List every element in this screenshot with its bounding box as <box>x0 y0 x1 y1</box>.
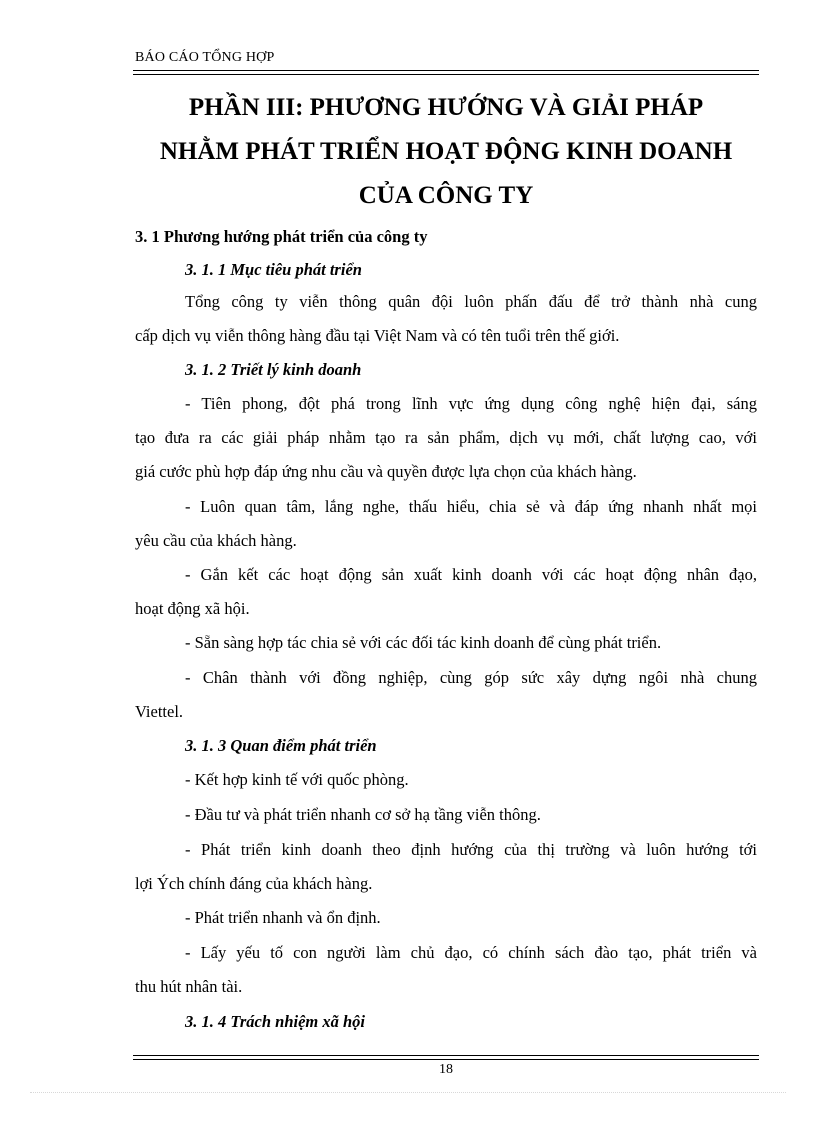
subsection-heading-3-1-4: 3. 1. 4 Trách nhiệm xã hội <box>185 1012 365 1031</box>
paragraph-line: - Luôn quan tâm, lắng nghe, thấu hiểu, chia sẻ và đáp ứng nhanh nhất mọi <box>185 497 757 516</box>
subsection-heading-3-1-1: 3. 1. 1 Mục tiêu phát triển <box>185 260 362 279</box>
paragraph-line: - Tiên phong, đột phá trong lĩnh vực ứng dụng công nghệ hiện đại, sáng <box>185 394 757 413</box>
paragraph-line: yêu cầu của khách hàng. <box>135 531 297 550</box>
paragraph-line: - Gắn kết các hoạt động sản xuất kinh doanh với các hoạt động nhân đạo, <box>185 565 757 584</box>
paragraph-line: hoạt động xã hội. <box>135 599 250 618</box>
section-heading-3-1: 3. 1 Phương hướng phát triển của công ty <box>135 227 428 246</box>
chapter-title-line-2: NHẰM PHÁT TRIỂN HOẠT ĐỘNG KINH DOANH <box>159 138 733 165</box>
paragraph-line: - Chân thành với đồng nghiệp, cùng góp sức xây dựng ngôi nhà chung <box>185 668 757 687</box>
paragraph-line: Viettel. <box>135 702 184 721</box>
subsection-heading-3-1-2: 3. 1. 2 Triết lý kinh doanh <box>185 360 362 379</box>
paragraph-line: thu hút nhân tài. <box>135 977 243 996</box>
paragraph-line: cấp dịch vụ viễn thông hàng đầu tại Việt Nam và có tên tuổi trên thế giới. <box>135 326 620 345</box>
paragraph-line: - Kết hợp kinh tế với quốc phòng. <box>185 770 409 789</box>
chapter-title-line-3: CỦA CÔNG TY <box>358 182 534 209</box>
paragraph-line: - Lấy yếu tố con người làm chủ đạo, có chính sách đào tạo, phát triển và <box>185 943 757 962</box>
paragraph-line: giá cước phù hợp đáp ứng nhu cầu và quyền được lựa chọn của khách hàng. <box>135 462 637 481</box>
paragraph-line: - Sẵn sàng hợp tác chia sẻ với các đối tác kinh doanh để cùng phát triển. <box>185 633 662 652</box>
subsection-heading-3-1-3: 3. 1. 3 Quan điểm phát triển <box>185 736 377 755</box>
chapter-title-line-1: PHẦN III: PHƯƠNG HƯỚNG VÀ GIẢI PHÁP <box>188 94 704 121</box>
header-rule <box>133 70 759 75</box>
paragraph-line: - Phát triển kinh doanh theo định hướng của thị trường và luôn hướng tới <box>185 840 757 859</box>
page-edge-divider <box>30 1092 786 1093</box>
paragraph-line: Tổng công ty viễn thông quân đội luôn phấn đấu để trở thành nhà cung <box>185 292 757 311</box>
running-header: BÁO CÁO TỔNG HỢP <box>135 50 275 65</box>
paragraph-line: - Đầu tư và phát triển nhanh cơ sở hạ tầng viễn thông. <box>185 805 541 824</box>
paragraph-line: lợi Ých chính đáng của khách hàng. <box>135 874 373 893</box>
page-number: 18 <box>439 1062 453 1077</box>
footer-rule <box>133 1055 759 1060</box>
chapter-title <box>133 86 759 218</box>
paragraph-line: tạo đưa ra các giải pháp nhằm tạo ra sản phẩm, dịch vụ mới, chất lượng cao, với <box>135 428 757 447</box>
paragraph-line: - Phát triển nhanh và ổn định. <box>185 908 381 927</box>
